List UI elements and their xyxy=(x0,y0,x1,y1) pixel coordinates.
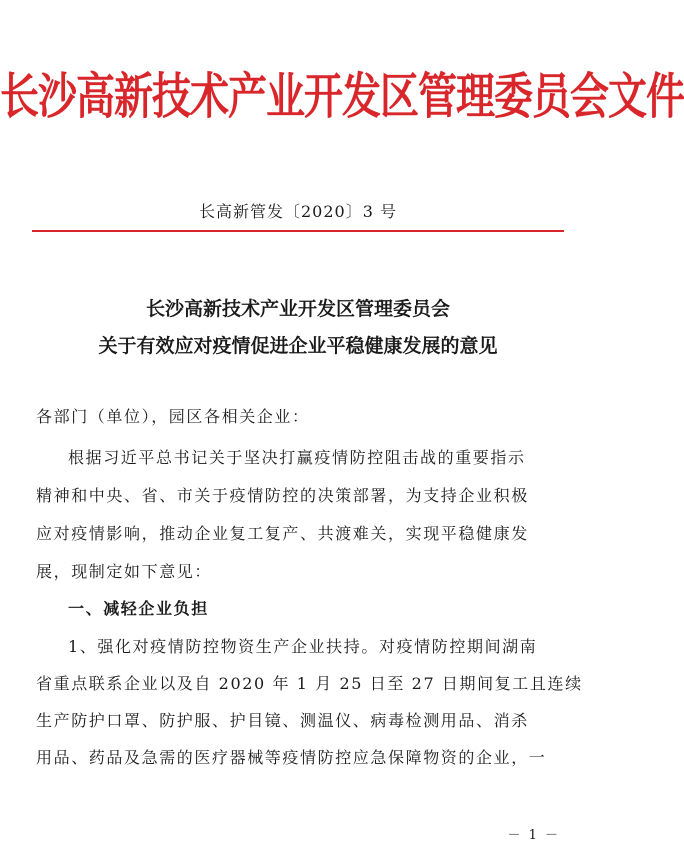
document-masthead: 长沙高新技术产业开发区管理委员会文件 xyxy=(0,68,684,126)
document-title-line-2: 关于有效应对疫情促进企业平稳健康发展的意见 xyxy=(98,335,498,357)
document-number: 长高新管发〔2020〕3 号 xyxy=(199,202,397,221)
salutation: 各部门（单位），园区各相关企业： xyxy=(36,407,310,426)
body-line: 生产防护口罩、防护服、护目镜、测温仪、病毒检测用品、消杀 xyxy=(36,711,529,730)
section-heading: 一、减轻企业负担 xyxy=(68,599,209,618)
body-line: 展，现制定如下意见： xyxy=(36,562,213,581)
body-line: 应对疫情影响，推动企业复工复产、共渡难关，实现平稳健康发 xyxy=(36,524,529,543)
body-line: 根据习近平总书记关于坚决打赢疫情防控阻击战的重要指示 xyxy=(68,448,526,467)
red-divider xyxy=(32,230,564,232)
body-line: 用品、药品及急需的医疗器械等疫情防控应急保障物资的企业，一 xyxy=(36,748,547,767)
document-title-line-1: 长沙高新技术产业开发区管理委员会 xyxy=(145,298,450,320)
body-line: 省重点联系企业以及自 2020 年 1 月 25 日至 27 日期间复工且连续 xyxy=(36,674,583,693)
body-line: 1、强化对疫情防控物资生产企业扶持。对疫情防控期间湖南 xyxy=(68,637,538,656)
page-number: － 1 － xyxy=(507,828,560,843)
body-line: 精神和中央、省、市关于疫情防控的决策部署，为支持企业积极 xyxy=(36,486,529,505)
